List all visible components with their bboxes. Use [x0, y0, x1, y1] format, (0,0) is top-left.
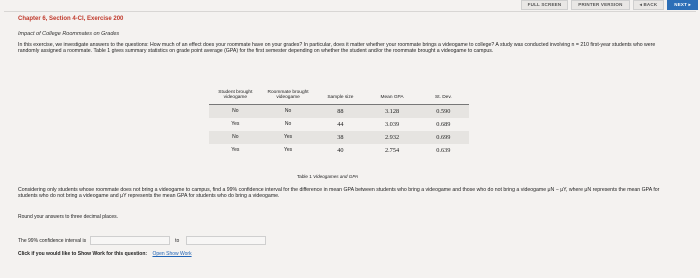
table-cell: 44	[314, 118, 366, 131]
table-cell: Yes	[209, 144, 262, 157]
show-work-prompt: Click if you would like to Show Work for this question:	[18, 251, 148, 257]
next-button[interactable]: NEXT ▸	[667, 0, 698, 10]
table-cell: 2.754	[366, 144, 417, 157]
table-cell: No	[262, 118, 315, 131]
table-cell: No	[262, 104, 315, 118]
table-cell: No	[209, 104, 262, 118]
col-header: St. Dev.	[418, 90, 469, 104]
answer-row	[18, 236, 266, 245]
header-divider	[4, 11, 696, 12]
table-cell: 0.590	[418, 104, 469, 118]
rounding-instruction: Round your answers to three decimal places.	[18, 214, 119, 220]
table-row	[209, 104, 469, 118]
intro-text: In this exercise, we investigate answers to the questions: How much of an effect does your roommate have on your grades? In particular, does it matter whether your roommate brings a videogame to college? A study was conducted involving n = 210 first-year students who were randomly assigned a roommate. Table 1 gives summary statistics on grade point average (GPA) for the first semester depending on whether the student and/or the roommate brought a videogame to campus.	[18, 42, 656, 55]
table-caption-label: Table 1	[297, 174, 312, 179]
open-show-work-link[interactable]: Open Show Work	[152, 251, 192, 257]
exercise-subtitle: Impact of College Roommates on Grades	[18, 31, 120, 37]
toolbar	[0, 0, 700, 10]
table-row	[209, 131, 469, 144]
show-work-row	[18, 251, 192, 257]
table-cell: 0.699	[418, 131, 469, 144]
table-cell: 38	[314, 131, 366, 144]
table-cell: Yes	[209, 118, 262, 131]
chapter-title: Chapter 6, Section 4-CI, Exercise 200	[18, 16, 124, 22]
table-cell: Yes	[262, 144, 315, 157]
table-cell: Yes	[262, 131, 315, 144]
back-button[interactable]: ◂ BACK	[633, 0, 665, 10]
table-cell: 3.039	[366, 118, 417, 131]
table-caption-text: Videogames and GPA	[313, 174, 359, 179]
printer-version-button[interactable]: PRINTER VERSION	[571, 0, 629, 10]
summary-table	[209, 90, 469, 157]
ci-upper-input[interactable]	[186, 236, 266, 245]
table-cell: 3.128	[366, 104, 417, 118]
table-header-row	[209, 90, 469, 104]
col-header: Roommate brought videogame	[262, 90, 315, 104]
table-row	[209, 118, 469, 131]
col-header: Student brought videogame	[209, 90, 262, 104]
table-row	[209, 144, 469, 157]
table-cell: No	[209, 131, 262, 144]
answer-label: The 99% confidence interval is	[18, 237, 87, 244]
to-label: to	[175, 237, 180, 244]
table-cell: 40	[314, 144, 366, 157]
table-caption	[297, 174, 358, 179]
col-header: Mean GPA	[366, 90, 417, 104]
table-cell: 88	[314, 104, 366, 118]
col-header: Sample size	[314, 90, 366, 104]
table-cell: 0.689	[418, 118, 469, 131]
table-cell: 2.932	[366, 131, 417, 144]
ci-lower-input[interactable]	[90, 236, 170, 245]
table-cell: 0.639	[418, 144, 469, 157]
full-screen-button[interactable]: FULL SCREEN	[521, 0, 569, 10]
question-text: Considering only students whose roommate does not bring a videogame to campus, find a 99% confidence interval for the difference in mean GPA between students who bring a videogame and those who do not bring a videogame μN − μY, where μN represents the mean GPA for students who do not bring a videogame and μY represents the mean GPA for students who do bring a videogame.	[18, 187, 660, 200]
